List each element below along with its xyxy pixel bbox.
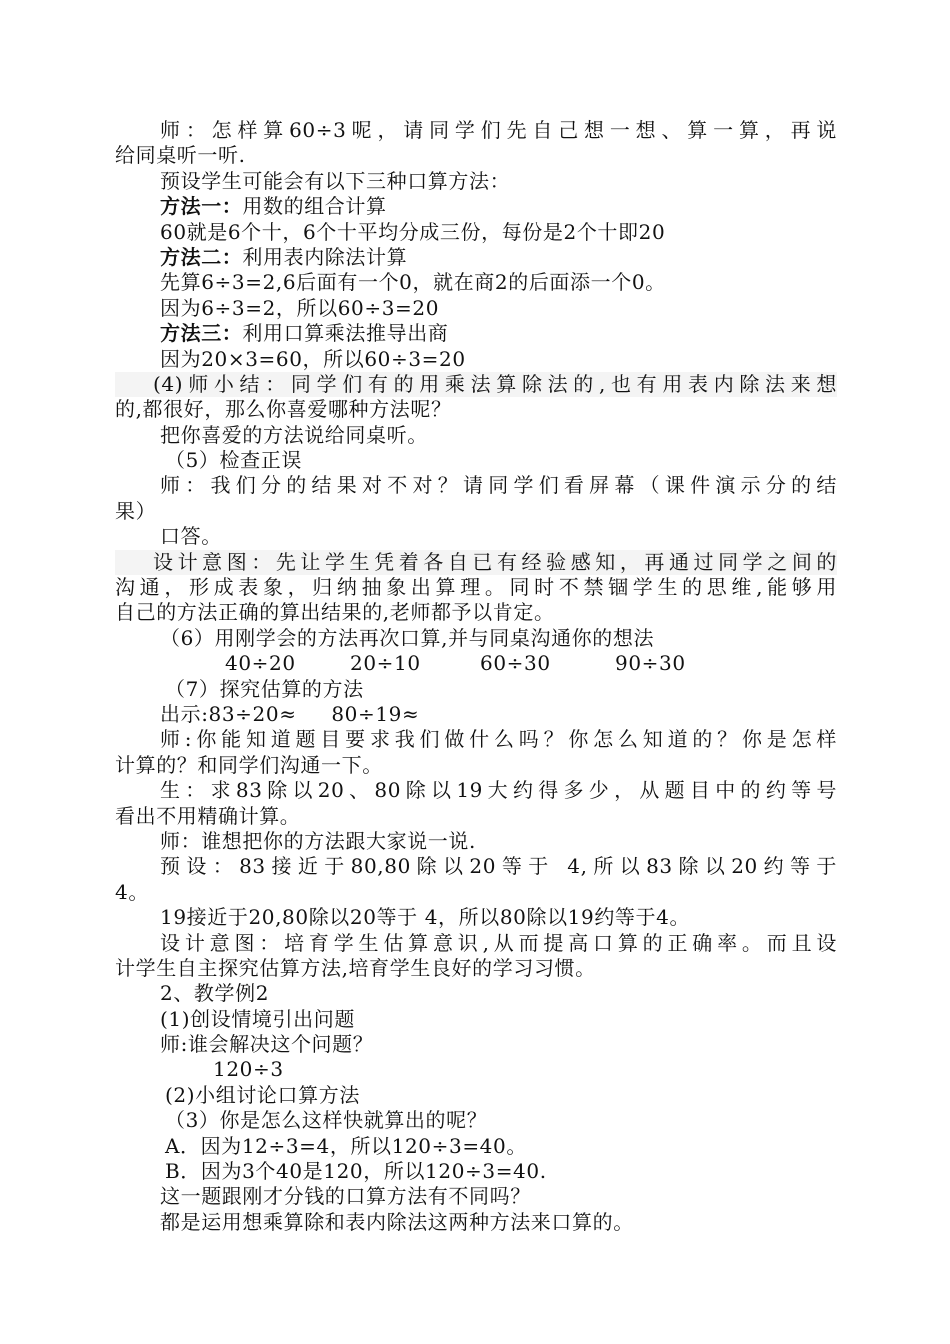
- paragraph-line: 4。: [115, 879, 149, 904]
- paragraph-line: （3）你是怎么这样快就算出的呢？: [165, 1108, 488, 1133]
- paragraph-line: 设计意图：先让学生凭着各自已有经验感知，再通过同学之间的: [115, 550, 837, 575]
- paragraph-line: 都是运用想乘算除和表内除法这两种方法来口算的。: [160, 1209, 634, 1234]
- paragraph-line: 口答。: [160, 524, 222, 549]
- paragraph-line: 这一题跟刚才分钱的口算方法有不同吗？: [160, 1184, 531, 1209]
- paragraph-line: 60就是6个十，6个十平均分成三份，每份是2个十即20: [160, 219, 666, 244]
- section-heading: （5）检查正误: [165, 448, 302, 473]
- paragraph-line: 因为6÷3=2，所以60÷3=20: [160, 295, 440, 320]
- paragraph-line: 先算6÷3=2,6后面有一个0，就在商2的后面添一个0。: [160, 270, 666, 295]
- paragraph-line: (1)创设情境引出问题: [160, 1006, 355, 1031]
- paragraph-line: 的,都很好，那么你喜爱哪种方法呢？: [115, 397, 452, 422]
- section-heading: （7）探究估算的方法: [165, 676, 364, 701]
- paragraph-line: 出示:83÷20≈ 80÷19≈: [160, 701, 420, 726]
- exercise-row: [115, 651, 837, 676]
- method-label: 方法三：: [160, 321, 243, 346]
- exercise-item: 60÷30: [480, 651, 551, 676]
- paragraph-line: (2)小组讨论口算方法: [165, 1082, 360, 1107]
- document-body: [115, 118, 837, 1235]
- expression-line: 120÷3: [213, 1057, 284, 1082]
- exercise-item: 20÷10: [350, 651, 421, 676]
- exercise-item: 40÷20: [225, 651, 296, 676]
- method-text: 利用表内除法计算: [242, 244, 408, 269]
- paragraph-line: 给同桌听一听.: [115, 143, 246, 168]
- paragraph-line: 师:你能知道题目要求我们做什么吗？你怎么知道的？你是怎样: [160, 727, 837, 752]
- method-text: 用数的组合计算: [242, 194, 387, 219]
- method-line: [115, 245, 837, 270]
- paragraph-line: 师：谁想把你的方法跟大家说一说.: [160, 828, 476, 853]
- paragraph-line: 沟通，形成表象，归纳抽象出算理。同时不禁锢学生的思维,能够用: [115, 575, 837, 600]
- method-line: [115, 321, 837, 346]
- paragraph-line: 设计意图：培育学生估算意识,从而提高口算的正确率。而且设: [160, 930, 837, 955]
- paragraph-line: 因为20×3=60，所以60÷3=20: [160, 346, 466, 371]
- answer-option: A．因为12÷3=4，所以120÷3=40。: [165, 1133, 527, 1158]
- paragraph-line: 把你喜爱的方法说给同桌听。: [160, 422, 428, 447]
- method-text: 利用口算乘法推导出商: [242, 321, 449, 346]
- paragraph-line: 果）: [115, 498, 157, 523]
- section-heading: 2、教学例2: [160, 981, 270, 1006]
- paragraph-line: 看出不用精确计算。: [115, 803, 301, 828]
- paragraph-line: 师:谁会解决这个问题？: [160, 1032, 374, 1057]
- paragraph-line: 生：求83除以20、80除以19大约得多少，从题目中的约等号: [160, 778, 837, 803]
- paragraph-line: 自己的方法正确的算出结果的,老师都予以肯定。: [115, 600, 555, 625]
- exercise-item: 90÷30: [615, 651, 686, 676]
- paragraph-line: 计算的？和同学们沟通一下。: [115, 752, 383, 777]
- paragraph-line: 师：我们分的结果对不对？请同学们看屏幕（课件演示分的结: [160, 473, 837, 498]
- answer-option: B．因为3个40是120，所以120÷3=40.: [165, 1159, 547, 1184]
- section-heading: （6）用刚学会的方法再次口算,并与同桌沟通你的想法: [160, 625, 655, 650]
- paragraph-line: 计学生自主探究估算方法,培育学生良好的学习习惯。: [115, 955, 596, 980]
- paragraph-line: 预设：83接近于80,80除以20等于 4,所以83除以20约等于: [160, 854, 837, 879]
- method-line: [115, 194, 837, 219]
- method-label: 方法二：: [160, 244, 243, 269]
- paragraph-line: (4)师小结：同学们有的用乘法算除法的,也有用表内除法来想: [115, 372, 837, 397]
- paragraph-line: 19接近于20,80除以20等于 4，所以80除以19约等于4。: [160, 905, 691, 930]
- method-label: 方法一：: [160, 194, 243, 219]
- paragraph-line: 师：怎样算60÷3呢，请同学们先自己想一想、算一算，再说: [160, 118, 837, 142]
- paragraph-line: 预设学生可能会有以下三种口算方法：: [160, 168, 511, 193]
